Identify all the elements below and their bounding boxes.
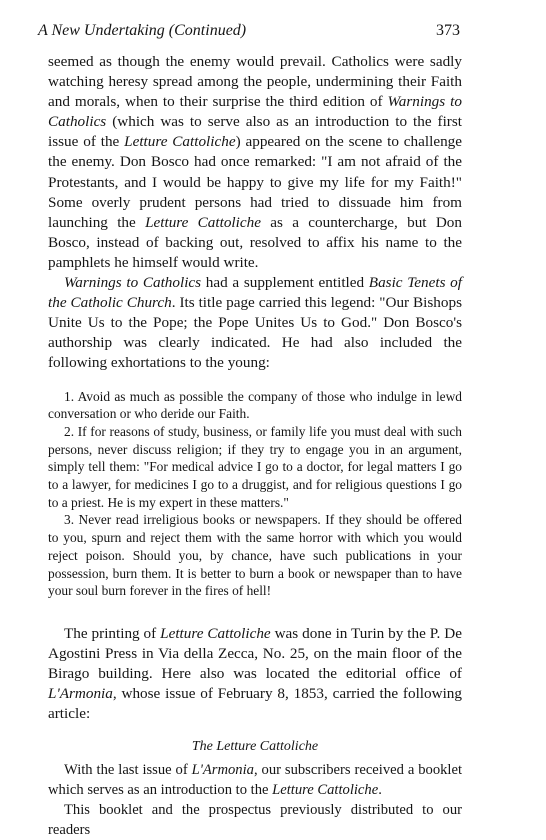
paragraph-1: seemed as though the enemy would prevail. Catholics were sadly watching heresy spread among the people, undermining their Faith and morals, when to their surprise the third edition of Warnings to Catholics (which was to serve also as an introduction to the first issue of the Letture Cattoliche) appeared on the scene to challenge the enemy. Don Bosco had once remarked: "I am not afraid of the Protestants, and I would be happy to give my life for my Faith!" Some overly prudent persons had tried to dissuade him from launching the Letture Cattoliche as a countercharge, but Don Bosco, instead of backing out, resolved to affix his name to the pamphlets he himself would write.	[48, 53, 462, 271]
exhortation-item: 3. Never read irreligious books or newspapers. If they should be offered to you, spurn and reject them with the same horror with which you would reject poison. Should you, by chance, have such publications in your possession, burn them. It is better to burn a book or newspaper than to have your soul burn forever in the fires of hell!	[48, 512, 462, 599]
paragraph-3: The printing of Letture Cattoliche was done in Turin by the P. De Agostini Press in Via della Zecca, No. 25, on the main floor of the Birago building. Here also was located the editorial office of L'Armonia, whose issue of February 8, 1853, carried the following article:	[48, 624, 462, 723]
exhortation-item: 2. If for reasons of study, business, or family life you must deal with such persons, never discuss religion; if they try to engage you in an argument, simply tell them: "For medical advice I go to a doctor, for legal matters I go to a lawyer, for medicines I go to a druggist, and for religious questions I go to a priest. He is my expert in these matters."	[48, 423, 462, 510]
article-heading: The Letture Cattoliche	[191, 739, 319, 755]
paragraph-2: Warnings to Catholics had a supplement entitled Basic Tenets of the Catholic Church. Its title page carried this legend: "Our Bishops Unite Us to the Pope; the Pope Unites Us to God." Don Bosco's authorship was clearly indicated. He had also included the following exhortations to the young:	[48, 274, 462, 372]
running-header	[38, 22, 460, 44]
page-number: 373	[436, 22, 460, 39]
exhortations-list	[48, 388, 462, 600]
page-body	[48, 52, 462, 840]
exhortation-item: 1. Avoid as much as possible the company of those who indulge in lewd conversation or who deride our Faith.	[48, 388, 462, 422]
running-title: A New Undertaking (Continued)	[38, 22, 247, 39]
article-paragraph-1: With the last issue of L'Armonia, our subscribers received a booklet which serves as an introduction to the Letture Cattoliche.	[48, 762, 462, 799]
article-paragraph-2: This booklet and the prospectus previously distributed to our readers	[48, 802, 462, 839]
quoted-article	[48, 760, 462, 840]
